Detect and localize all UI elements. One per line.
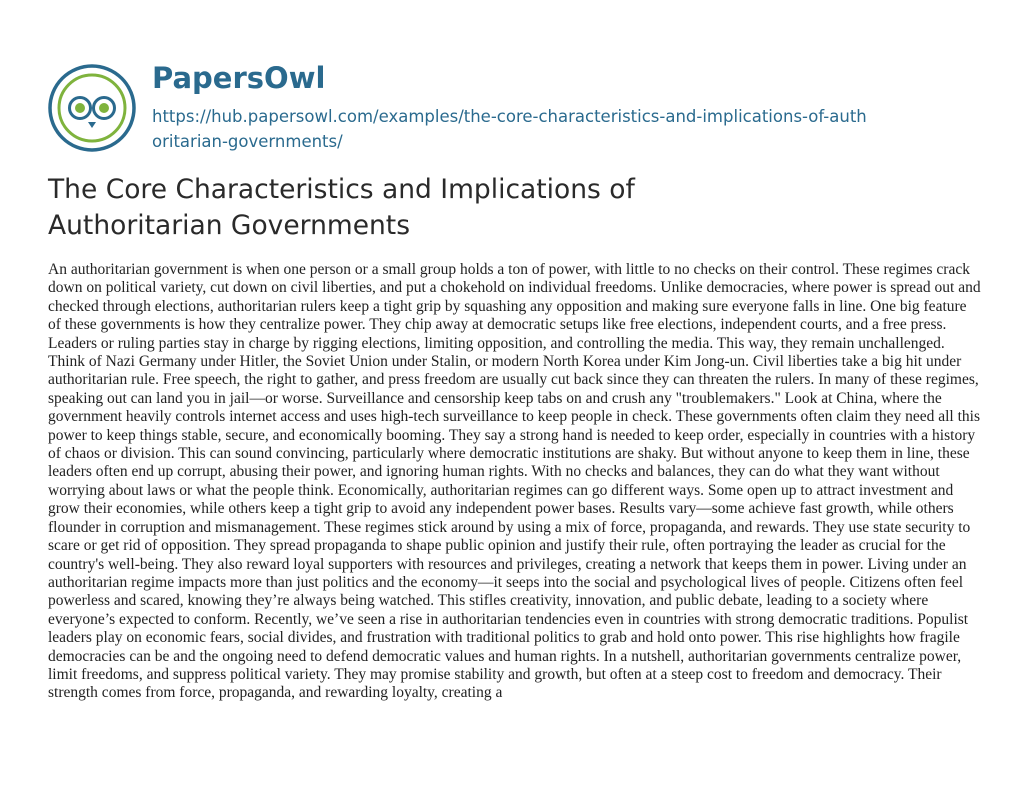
document-title: The Core Characteristics and Implications of Authoritarian Governments: [48, 174, 635, 241]
source-url-link[interactable]: https://hub.papersowl.com/examples/the-core-characteristics-and-implications-of-authoritarian-governments/: [152, 107, 867, 151]
owl-logo-graphic: [48, 64, 136, 152]
brand-block: [152, 40, 1012, 154]
document-body: An authoritarian government is when one person or a small group holds a ton of power, with little to no checks on their control. These regimes crack down on political variety, cut down on civil liberties, and put a chokehold on individual freedoms. Unlike democracies, where power is spread out and checked through elections, authoritarian rulers keep a tight grip by squashing any opposition and making sure everyone falls in line. One big feature of these governments is how they centralize power. They chip away at democratic setups like free elections, independent courts, and a free press. Leaders or ruling parties stay in charge by rigging elections, limiting opposition, and controlling the media. This way, they remain unchallenged. Think of Nazi Germany under Hitler, the Soviet Union under Stalin, or modern North Korea under Kim Jong-un. Civil liberties take a big hit under authoritarian rule. Free speech, the right to gather, and press freedom are usually cut back since they can threaten the rulers. In many of these regimes, speaking out can land you in jail—or worse. Surveillance and censorship keep tabs on and crush any "troublemakers." Look at China, where the government heavily controls internet access and uses high-tech surveillance to keep people in check. These governments often claim they need all this power to keep things stable, secure, and economically booming. They say a strong hand is needed to keep order, especially in countries with a history of chaos or division. This can sound convincing, particularly where democratic institutions are shaky. But without anyone to keep them in line, these leaders often end up corrupt, abusing their power, and ignoring human rights. With no checks and balances, they can do what they want without worrying about laws or what the people think. Economically, authoritarian regimes can go different ways. Some open up to attract investment and grow their economies, while others keep a tight grip to avoid any independent power bases. Results vary—some achieve fast growth, while others flounder in corruption and mismanagement. These regimes stick around by using a mix of force, propaganda, and rewards. They use state security to scare or get rid of opposition. They spread propaganda to shape public opinion and justify their rule, often portraying the leader as crucial for the country's well-being. They also reward loyal supporters with resources and privileges, creating a network that keeps them in power. Living under an authoritarian regime impacts more than just politics and the economy—it seeps into the social and psychological lives of people. Citizens often feel powerless and scared, knowing they’re always being watched. This stifles creativity, innovation, and public debate, leading to a society where everyone’s expected to conform. Recently, we’ve seen a rise in authoritarian tendencies even in countries with strong democratic traditions. Populist leaders play on economic fears, social divides, and frustration with traditional politics to grab and hold onto power. This rise highlights how fragile democracies can be and the ongoing need to defend democratic values and human rights. In a nutshell, authoritarian governments centralize power, limit freedoms, and suppress political variety. They may promise stability and growth, but often at a steep cost to freedom and democracy. Their strength comes from force, propaganda, and rewarding loyalty, creating a: [48, 261, 981, 702]
owl-logo-icon[interactable]: [48, 64, 136, 152]
page-header: [48, 40, 1008, 160]
brand-name[interactable]: PapersOwl: [152, 61, 326, 95]
